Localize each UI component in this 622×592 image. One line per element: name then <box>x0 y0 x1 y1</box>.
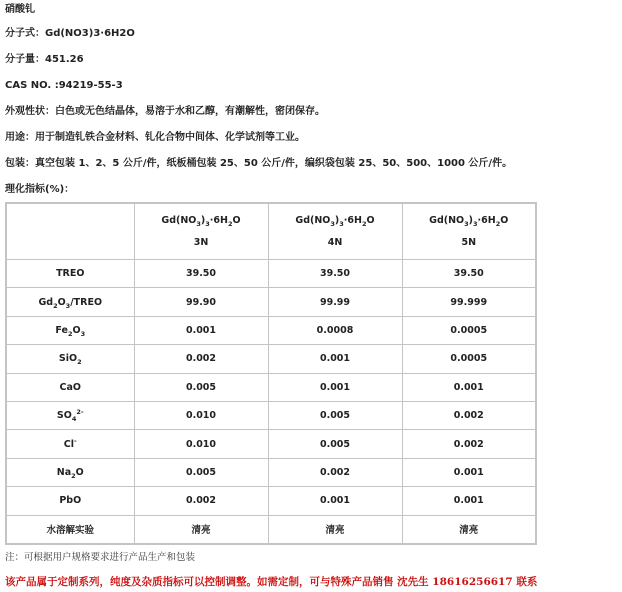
table-cell: 清亮 <box>134 515 268 544</box>
table-row <box>6 260 536 288</box>
table-cell: 0.005 <box>134 373 268 401</box>
table-header-row <box>6 203 536 260</box>
table-cell: 0.0005 <box>402 316 536 344</box>
footnote: 注：可根据用户规格要求进行产品生产和包装 <box>5 552 196 563</box>
table-row <box>6 316 536 344</box>
table-row <box>6 515 536 544</box>
row-label: PbO <box>6 487 134 515</box>
table-cell: 0.002 <box>134 345 268 373</box>
table-row <box>6 288 536 316</box>
table-cell: 0.001 <box>134 316 268 344</box>
table-cell: 0.002 <box>134 487 268 515</box>
molecular-weight: 分子量：451.26 <box>5 54 84 65</box>
table-cell: 39.50 <box>402 260 536 288</box>
grade-label: 3N <box>193 236 209 248</box>
table-cell: 0.005 <box>268 430 402 458</box>
product-name: 硝酸钆 <box>5 4 35 15</box>
table-cell: 99.99 <box>268 288 402 316</box>
table-row <box>6 401 536 429</box>
grade-formula: $Gd(NO_3)_3\cdot 6H_2O$ <box>295 214 375 228</box>
spec-title: 理化指标(%)： <box>5 184 75 195</box>
usage: 用途：用于制造钆铁合金材料、钆化合物中间体、化学试剂等工业。 <box>5 132 305 143</box>
grade-formula: $Gd(NO_3)_3\cdot 6H_2O$ <box>161 214 241 228</box>
table-cell: 0.0005 <box>402 345 536 373</box>
table-cell: 0.005 <box>134 458 268 486</box>
table-cell: 99.999 <box>402 288 536 316</box>
table-cell: 0.001 <box>402 487 536 515</box>
table-row <box>6 487 536 515</box>
table-row <box>6 430 536 458</box>
header-grade-4n <box>268 203 402 260</box>
table-cell: 0.001 <box>402 373 536 401</box>
molecular-formula: 分子式：Gd(NO3)3·6H2O <box>5 28 135 39</box>
table-cell: 0.002 <box>402 430 536 458</box>
table-cell: 清亮 <box>268 515 402 544</box>
table-cell: 0.002 <box>402 401 536 429</box>
table-cell: 0.002 <box>268 458 402 486</box>
row-label: CaO <box>6 373 134 401</box>
table-row <box>6 458 536 486</box>
appearance: 外观性状：白色或无色结晶体，易溶于水和乙醇，有潮解性，密闭保存。 <box>5 106 325 117</box>
table-cell: 清亮 <box>402 515 536 544</box>
cas-number: CAS NO. :94219-55-3 <box>5 80 123 91</box>
table-cell: 0.005 <box>268 401 402 429</box>
table-cell: 0.001 <box>268 373 402 401</box>
packaging: 包装：真空包装 1、2、5 公斤/件，纸板桶包装 25、50 公斤/件，编织袋包装 25、50、500、1000 公斤/件。 <box>5 158 513 169</box>
row-label: $Gd_2O_3$/TREO <box>6 288 134 316</box>
row-label: TREO <box>6 260 134 288</box>
grade-label: 5N <box>461 236 477 248</box>
grade-label: 4N <box>327 236 343 248</box>
row-label: SiO$_2$ <box>6 345 134 373</box>
table-row <box>6 373 536 401</box>
spec-table <box>5 202 537 545</box>
table-cell: 0.001 <box>402 458 536 486</box>
table-cell: 39.50 <box>134 260 268 288</box>
table-cell: 0.010 <box>134 401 268 429</box>
row-label: $Na_2O$ <box>6 458 134 486</box>
table-cell: 99.90 <box>134 288 268 316</box>
custom-order-notice: 该产品属于定制系列，纯度及杂质指标可以控制调整。如需定制，可与特殊产品销售 沈先生 18616256617 联系 <box>5 576 538 588</box>
grade-formula: $Gd(NO_3)_3\cdot 6H_2O$ <box>429 214 509 228</box>
header-grade-3n <box>134 203 268 260</box>
header-grade-5n <box>402 203 536 260</box>
row-label: 水溶解实验 <box>6 515 134 544</box>
row-label: $Fe_2O_3$ <box>6 316 134 344</box>
row-label: $SO_4^{2-}$ <box>6 401 134 429</box>
table-cell: 0.001 <box>268 487 402 515</box>
row-label: Cl- <box>6 430 134 458</box>
table-row <box>6 345 536 373</box>
table-cell: 0.0008 <box>268 316 402 344</box>
table-cell: 39.50 <box>268 260 402 288</box>
header-empty-cell <box>6 203 134 260</box>
table-cell: 0.001 <box>268 345 402 373</box>
table-cell: 0.010 <box>134 430 268 458</box>
